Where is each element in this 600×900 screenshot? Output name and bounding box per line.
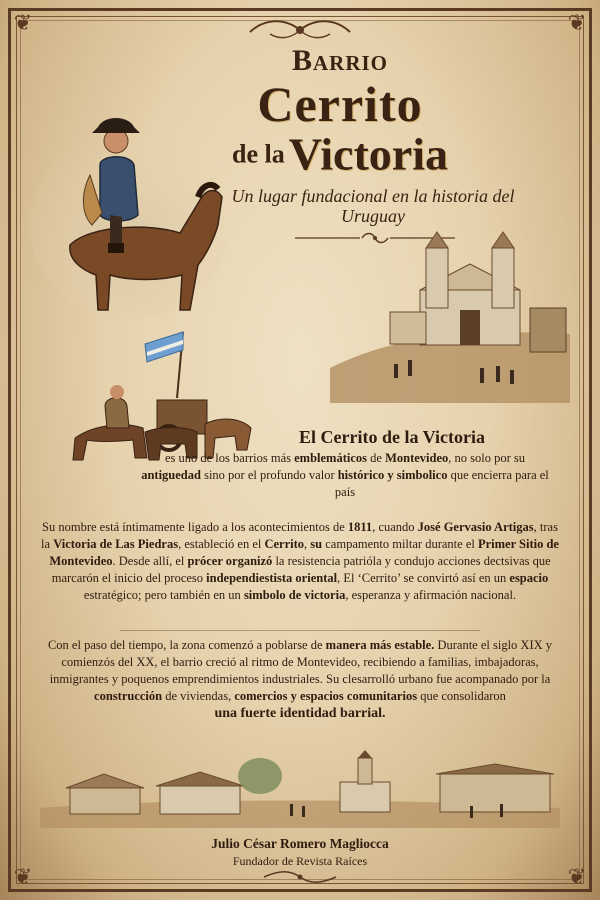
history-text: , tras la — [41, 520, 558, 551]
history-text: , estableció en el — [178, 537, 262, 551]
development-text: de viviendas, — [162, 689, 232, 703]
intro-emphasis: Montevideo — [385, 451, 449, 465]
corner-ornament-icon: ❦ — [13, 10, 33, 35]
intro-emphasis: histórico y simbolico — [337, 468, 448, 482]
title-line-3-prefix: de la — [232, 139, 285, 169]
development-paragraph — [40, 637, 560, 722]
history-emphasis: simbolo de victoria — [243, 588, 346, 602]
history-emphasis: espacio — [509, 571, 549, 585]
intro-emphasis: antiguedad — [141, 468, 201, 482]
intro-text: es uno de los barrios más — [164, 451, 291, 465]
history-emphasis: 1811 — [347, 520, 373, 534]
bottom-ornament-icon — [260, 870, 340, 884]
development-emphasis: manera más estable. — [325, 638, 435, 652]
history-emphasis: Cerrito — [264, 537, 305, 551]
development-conclusion: una fuerte identidad barrial. — [214, 706, 386, 721]
development-text: Durante el siglo XIX y comienzós del XX, el barrio creció al ritmo de Montevideo, recibiendo a familias, imbajadoras, inmigrantes y poquenos emprendimientos industriales. Su clesarrolló urbano fue acompanado por la — [49, 638, 553, 686]
title-line-3 — [160, 130, 520, 178]
intro-text: , no solo por su — [448, 451, 526, 465]
history-text: , — [304, 537, 308, 551]
history-emphasis: su — [310, 537, 323, 551]
title-line-1: Barrio — [291, 44, 388, 77]
development-text: Con el paso del tiempo, la zona comenzó a poblarse de — [47, 638, 323, 652]
development-text: que consolidaron — [417, 689, 506, 703]
author-role: Fundador de Revista Raíces — [232, 854, 368, 868]
corner-ornament-icon: ❦ — [567, 10, 587, 35]
history-emphasis: José Gervasio Artigas — [417, 520, 534, 534]
intro-text: de — [367, 451, 382, 465]
history-emphasis: prócer organizó — [187, 554, 273, 568]
section-divider — [120, 630, 480, 631]
history-text: la resistencia patrióla y condujo acciones dectsivas que marcarón el inicio del proceso — [51, 554, 551, 585]
history-text: , cuando — [372, 520, 415, 534]
top-scroll-ornament-icon — [240, 14, 360, 42]
title-line-3-main: Victoria — [288, 128, 448, 180]
history-emphasis: independiestista oriental — [206, 571, 338, 585]
corner-ornament-icon: ❦ — [567, 864, 587, 889]
history-text: Su nombre está íntimamente ligado a los acontecimientos de — [42, 520, 345, 534]
intro-heading: El Cerrito de la Victoria — [299, 427, 485, 447]
title-block — [160, 44, 520, 178]
history-emphasis: Victoria de Las Piedras — [53, 537, 179, 551]
author-name: Julio César Romero Magliocca — [211, 836, 389, 851]
intro-paragraph — [140, 450, 550, 501]
history-text: , esperanza y afirmación nacional. — [345, 588, 517, 602]
intro-emphasis: emblemáticos — [294, 451, 368, 465]
intro-text: que encierra para el país — [334, 468, 549, 499]
village-street-illustration — [40, 748, 560, 828]
title-line-2: Cerrito — [257, 76, 423, 132]
history-emphasis: Primer Sitio de Montevideo — [49, 537, 559, 568]
corner-ornament-icon: ❦ — [13, 864, 33, 889]
history-text: , El ‘Cerrito’ se convirtó así en un — [337, 571, 507, 585]
development-emphasis: construcción — [94, 689, 163, 703]
history-paragraph — [40, 519, 560, 604]
history-text: estratégico; pero también en un — [83, 588, 241, 602]
church-hill-illustration — [330, 228, 570, 403]
intro-text: sino por el profundo valor — [200, 468, 335, 482]
development-emphasis: comercios y espacios comunitarios — [234, 689, 418, 703]
history-text: . Desde allí, el — [112, 554, 185, 568]
history-text: campamento miltar durante el — [322, 537, 475, 551]
subtitle: Un lugar fundacional en la historia del Uruguay — [231, 186, 515, 226]
